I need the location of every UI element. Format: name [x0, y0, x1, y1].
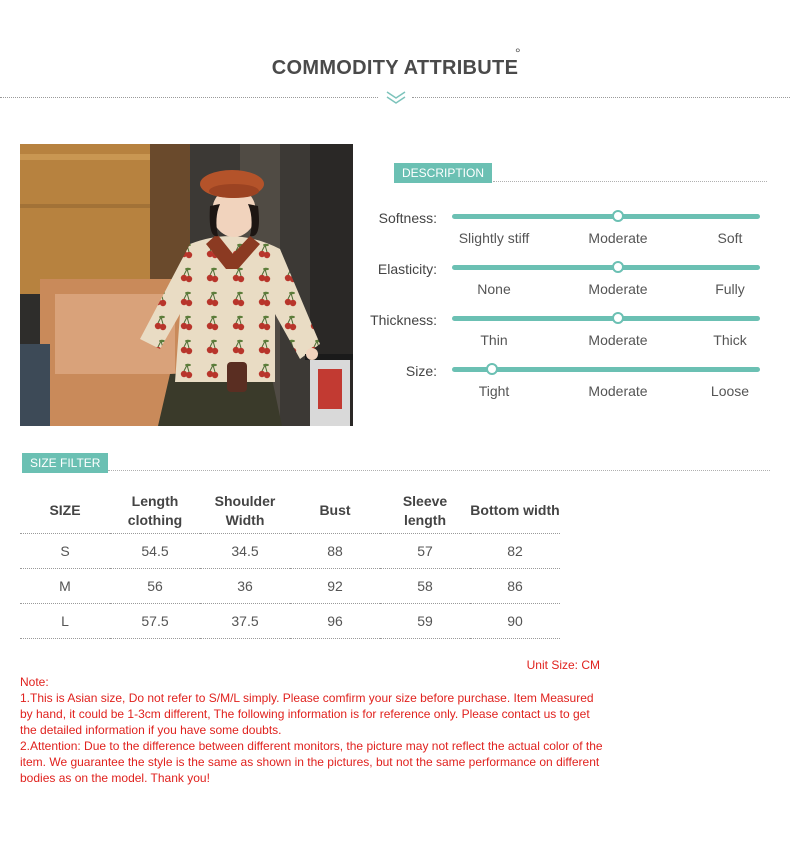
- table-cell: 59: [380, 604, 470, 639]
- column-header-shoulder: Shoulder Width: [200, 488, 290, 534]
- attribute-option: Moderate: [588, 281, 648, 297]
- attribute-slider-track: [452, 367, 760, 372]
- attribute-option: None: [477, 281, 511, 297]
- attribute-slider-track: [452, 316, 760, 321]
- notes-line: 1.This is Asian size, Do not refer to S/M/L simply. Please comfirm your size before purchase. Item Measured by hand, it could be 1-3cm different, The following information is for reference only. Please contact us to get the detailed information if you have some doubts.: [20, 691, 594, 737]
- size-table-header-row: [20, 488, 560, 534]
- table-cell: 34.5: [200, 534, 290, 569]
- table-row: [20, 604, 560, 639]
- column-header-size: SIZE: [20, 488, 110, 534]
- table-cell: 92: [290, 569, 380, 604]
- attribute-option: Thin: [480, 332, 508, 348]
- table-cell: 58: [380, 569, 470, 604]
- attribute-label: Elasticity:: [377, 261, 437, 277]
- table-cell: M: [20, 569, 110, 604]
- table-cell: 37.5: [200, 604, 290, 639]
- attribute-label: Softness:: [378, 210, 437, 226]
- attribute-option: Loose: [710, 383, 750, 399]
- table-cell: L: [20, 604, 110, 639]
- table-cell: S: [20, 534, 110, 569]
- size-filter-divider: [108, 470, 770, 471]
- table-cell: 86: [470, 569, 560, 604]
- description-divider: [493, 181, 767, 182]
- column-header-length: Length clothing: [110, 488, 200, 534]
- attribute-option: Moderate: [588, 383, 648, 399]
- column-header-bottom: Bottom width: [470, 488, 560, 534]
- page-title: COMMODITY ATTRIBUTE: [271, 57, 519, 79]
- table-cell: 57.5: [110, 604, 200, 639]
- table-cell: 90: [470, 604, 560, 639]
- size-filter-tag: SIZE FILTER: [22, 453, 108, 473]
- table-cell: 96: [290, 604, 380, 639]
- table-row: [20, 534, 560, 569]
- attribute-slider-knob: [612, 261, 624, 273]
- attribute-option: Moderate: [588, 230, 648, 246]
- column-header-bust: Bust: [290, 488, 380, 534]
- product-photo: [20, 144, 353, 426]
- attribute-option: Thick: [713, 332, 747, 348]
- table-cell: 88: [290, 534, 380, 569]
- table-cell: 57: [380, 534, 470, 569]
- column-header-sleeve: Sleeve length: [380, 488, 470, 534]
- description-tag: DESCRIPTION: [394, 163, 492, 183]
- attribute-option: Moderate: [588, 332, 648, 348]
- attribute-option: Slightly stiff: [458, 230, 530, 246]
- attribute-option: Fully: [715, 281, 745, 297]
- table-cell: 82: [470, 534, 560, 569]
- attribute-slider-track: [452, 265, 760, 270]
- table-cell: 36: [200, 569, 290, 604]
- header-divider-left: [0, 97, 378, 98]
- attribute-slider-track: [452, 214, 760, 219]
- table-cell: 56: [110, 569, 200, 604]
- size-table: [20, 488, 560, 639]
- notes-block: [20, 674, 605, 786]
- title-degree-mark: °: [515, 45, 521, 61]
- attribute-slider-knob: [612, 312, 624, 324]
- attribute-slider-knob: [612, 210, 624, 222]
- header-divider-right: [412, 97, 790, 98]
- notes-title: Note:: [20, 675, 49, 689]
- table-row: [20, 569, 560, 604]
- attribute-option: Soft: [717, 230, 743, 246]
- attribute-slider-knob: [486, 363, 498, 375]
- table-cell: 54.5: [110, 534, 200, 569]
- unit-size-label: Unit Size: CM: [526, 658, 600, 672]
- attribute-label: Size:: [405, 363, 437, 379]
- notes-line: 2.Attention: Due to the difference between different monitors, the picture may not reflect the actual color of the item. We guarantee the style is the same as shown in the pictures, but not the same performance on different bodies as on the model. Thank you!: [20, 739, 603, 785]
- double-chevron-down-icon: [383, 89, 409, 105]
- attribute-option: Tight: [478, 383, 510, 399]
- attribute-label: Thickness:: [370, 312, 437, 328]
